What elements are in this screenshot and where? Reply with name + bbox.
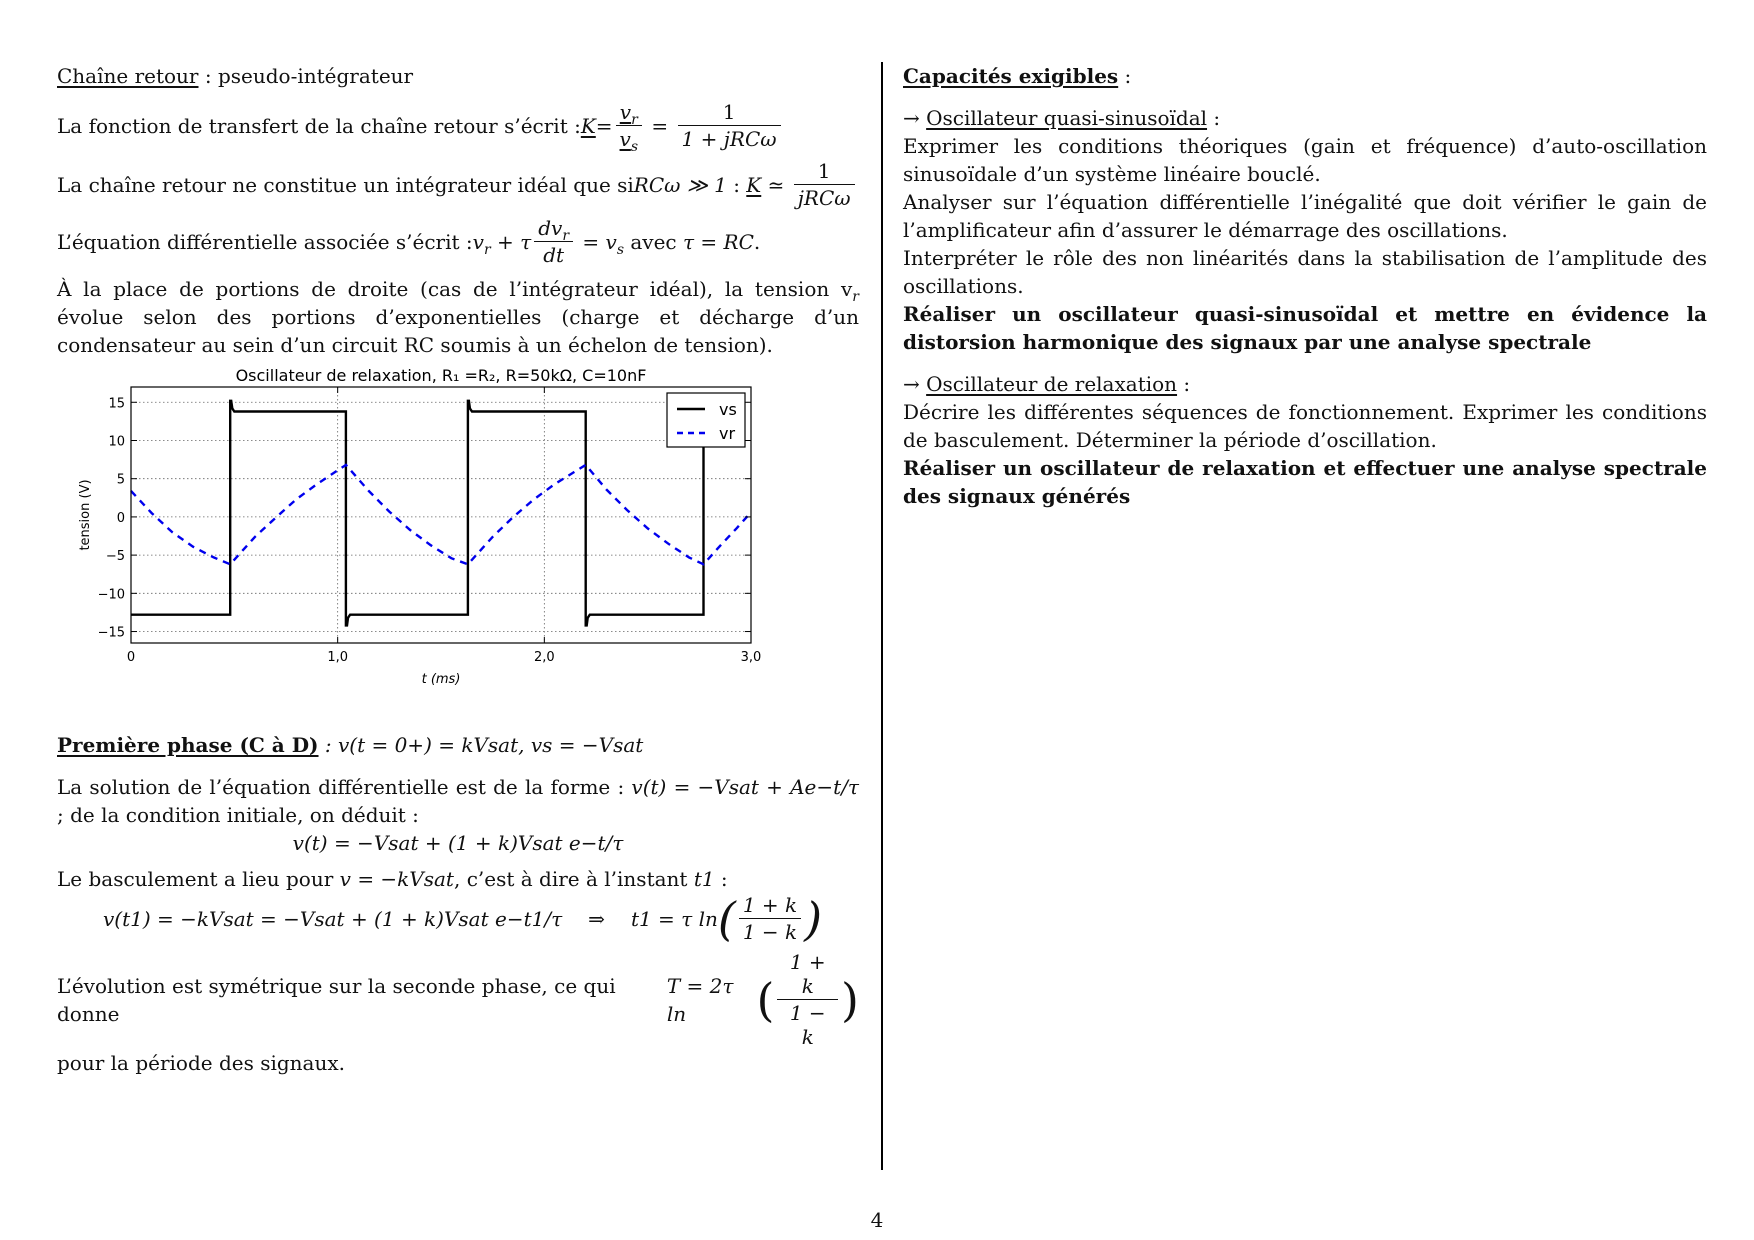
- x-tick-label: 0: [126, 650, 136, 665]
- chart-svg: [71, 365, 871, 725]
- sec2-p1: Décrire les différentes séquences de fonctionnement. Exprimer les conditions de basculement. Déterminer la période d’oscillation.: [903, 400, 1707, 452]
- capacites-title: Capacités exigibles: [903, 64, 1119, 88]
- arrow-icon: →: [903, 106, 920, 130]
- y-tick-label: 10: [108, 434, 125, 450]
- solution-eq: v(t) = −Vsat + Ae−t/τ: [631, 775, 859, 799]
- sec1-p3: Interpréter le rôle des non linéarités dans la stabilisation de l’amplitude des oscillations.: [903, 246, 1707, 298]
- diffeq-plus: + τ: [490, 229, 532, 254]
- period-end: pour la période des signaux.: [57, 1051, 345, 1075]
- heading-underlined: Chaîne retour: [57, 64, 199, 88]
- diffeq-num: dv: [538, 216, 563, 240]
- legend-label-vr: vr: [719, 424, 736, 443]
- exponential-paragraph: [57, 275, 859, 359]
- transfer-vr: v: [619, 100, 632, 124]
- period-frac-num: 1 + k: [777, 950, 838, 1000]
- column-divider: [881, 62, 883, 1170]
- arrow-icon: →: [903, 372, 920, 396]
- legend-label-vs: vs: [719, 400, 737, 419]
- solution-text: La solution de l’équation différentielle est de la forme :: [57, 775, 632, 799]
- chart-title: Oscillateur de relaxation, R₁ =R₂, R=50kΩ, C=10nF: [235, 366, 647, 385]
- diffeq-den: dt: [543, 243, 565, 267]
- sec1-bold: Réaliser un oscillateur quasi-sinusoïdal et mettre en évidence la distorsion harmonique des signaux par une analyse spectrale: [903, 302, 1707, 354]
- diffeq-num-sub: r: [562, 228, 570, 244]
- period-frac-den: 1 − k: [789, 1001, 826, 1049]
- switch-cond: v = −kVsat: [339, 867, 454, 891]
- diffeq-rhs-v: = v: [576, 229, 617, 254]
- plot-area: [131, 387, 751, 643]
- ideal-den: jRCω: [797, 186, 851, 210]
- y-tick-label: −10: [97, 587, 125, 603]
- t1-frac-num: 1 + k: [739, 893, 801, 919]
- period-text: L’évolution est symétrique sur la seconde phase, ce qui donne: [57, 973, 616, 1026]
- capacites-heading: [903, 62, 1707, 90]
- ideal-k: K: [746, 172, 762, 197]
- phase-condition: : v(t = 0+) = kVsat, vs = −Vsat: [318, 733, 644, 757]
- capacites-colon: :: [1118, 64, 1132, 88]
- ideal-num: 1: [794, 159, 855, 185]
- period-line: [57, 950, 859, 1049]
- paren-close: ): [804, 891, 823, 946]
- ideal-condition: RCω ≫ 1: [633, 172, 727, 197]
- heading-rest: : pseudo-intégrateur: [198, 64, 414, 88]
- sec2-title: Oscillateur de relaxation: [926, 372, 1178, 396]
- sec1-colon: :: [1207, 106, 1221, 130]
- sec1-p1: Exprimer les conditions théoriques (gain et fréquence) d’auto-oscillation sinusoïdale d’un système linéaire bouclé.: [903, 134, 1707, 186]
- t1-equation: [57, 893, 859, 944]
- transfer-vs-sub: s: [630, 139, 639, 155]
- y-tick-label: 15: [108, 396, 125, 412]
- t1-rhs: t1 = τ ln: [630, 906, 718, 931]
- solution-end: ; de la condition initiale, on déduit :: [57, 803, 419, 827]
- switch-rest: , c’est à dire à l’instant: [453, 867, 694, 891]
- y-tick-label: 0: [116, 510, 125, 526]
- page-number: 4: [870, 1208, 884, 1232]
- x-tick-label: 1,0: [327, 650, 349, 665]
- period-paren-open: (: [756, 972, 775, 1027]
- y-tick-label: 5: [116, 472, 125, 488]
- transfer-vr-sub: r: [631, 112, 638, 128]
- transfer-k: K: [580, 113, 596, 138]
- switch-t1: t1: [693, 867, 715, 891]
- transfer-function-line: [57, 100, 859, 155]
- exp-text-a: À la place de portions de droite (cas de l’intégrateur idéal), la tension v: [57, 277, 853, 301]
- diffeq-avec: avec: [624, 229, 683, 254]
- diffeq-lhs-v: v: [472, 229, 484, 254]
- t1-lhs: v(t1) = −kVsat = −Vsat + (1 + k)Vsat e−t1/τ: [103, 906, 563, 931]
- solution-display: v(t) = −Vsat + (1 + k)Vsat e−t/τ: [292, 831, 624, 855]
- relaxation-chart: [71, 365, 871, 725]
- paren-open: (: [717, 891, 736, 946]
- left-column: [57, 62, 859, 1077]
- diffeq-lhs: [473, 228, 491, 256]
- implies-symbol: ⇒: [588, 906, 605, 931]
- differential-equation-line: [57, 216, 859, 267]
- ideal-approx: ≃: [761, 172, 791, 197]
- sec2-bold: Réaliser un oscillateur de relaxation et effectuer une analyse spectrale des signaux générés: [903, 456, 1707, 508]
- ideal-fraction: [794, 159, 855, 210]
- right-column: [903, 62, 1707, 510]
- sec1-title: Oscillateur quasi-sinusoïdal: [926, 106, 1208, 130]
- transfer-text: La fonction de transfert de la chaîne retour s’écrit :: [57, 113, 581, 138]
- ideal-integrator-line: [57, 159, 859, 210]
- ideal-colon: :: [726, 172, 747, 197]
- switch-line: [57, 865, 859, 893]
- transfer-eq: =: [595, 113, 613, 138]
- sec1-p2: Analyser sur l’équation différentielle l’inégalité que doit vérifier le gain de l’amplificateur afin d’assurer le démarrage des oscillations.: [903, 190, 1707, 242]
- section-heading-chaine-retour: [57, 62, 859, 90]
- x-axis-label: t (ms): [421, 672, 461, 687]
- transfer-ratio: [616, 100, 643, 155]
- t1-frac-den: 1 − k: [742, 920, 798, 944]
- switch-text: Le basculement a lieu pour: [57, 867, 340, 891]
- sec1-heading: [903, 104, 1707, 132]
- diffeq-rhs-sub: s: [616, 241, 624, 258]
- y-tick-label: −15: [97, 625, 125, 641]
- x-tick-label: 3,0: [740, 650, 762, 665]
- switch-colon: :: [714, 867, 728, 891]
- diffeq-fraction: [534, 216, 573, 267]
- sec2-heading: [903, 370, 1707, 398]
- phase-title: Première phase (C à D): [57, 733, 319, 757]
- transfer-den: 1 + jRCω: [681, 127, 777, 151]
- x-tick-label: 2,0: [533, 650, 555, 665]
- transfer-fraction: [678, 100, 781, 151]
- diffeq-text: L’équation différentielle associée s’écrit :: [57, 229, 473, 254]
- solution-paragraph: [57, 773, 859, 829]
- exp-sub: r: [852, 289, 859, 305]
- transfer-eq2: =: [645, 113, 675, 138]
- sec2-colon: :: [1177, 372, 1191, 396]
- diffeq-tau: τ = RC: [682, 229, 754, 254]
- period-fraction: [777, 950, 838, 1049]
- diffeq-lhs-sub: r: [483, 241, 491, 258]
- transfer-num: 1: [678, 100, 781, 126]
- period-eq: T = 2τ ln: [666, 973, 734, 1026]
- phase-heading-line: [57, 731, 859, 759]
- exp-text-b: évolue selon des portions d’exponentielles (charge et décharge d’un condensateur au sein d’un circuit RC soumis à un échelon de tension).: [57, 305, 859, 357]
- transfer-vs: v: [619, 127, 631, 151]
- diffeq-rhs: [576, 228, 624, 256]
- period-paren-close: ): [841, 972, 859, 1027]
- ideal-text: La chaîne retour ne constitue un intégrateur idéal que si: [57, 172, 634, 197]
- y-axis-label: tension (V): [78, 479, 93, 551]
- t1-fraction: [739, 893, 801, 944]
- diffeq-end: .: [753, 229, 761, 254]
- y-tick-label: −5: [105, 549, 125, 565]
